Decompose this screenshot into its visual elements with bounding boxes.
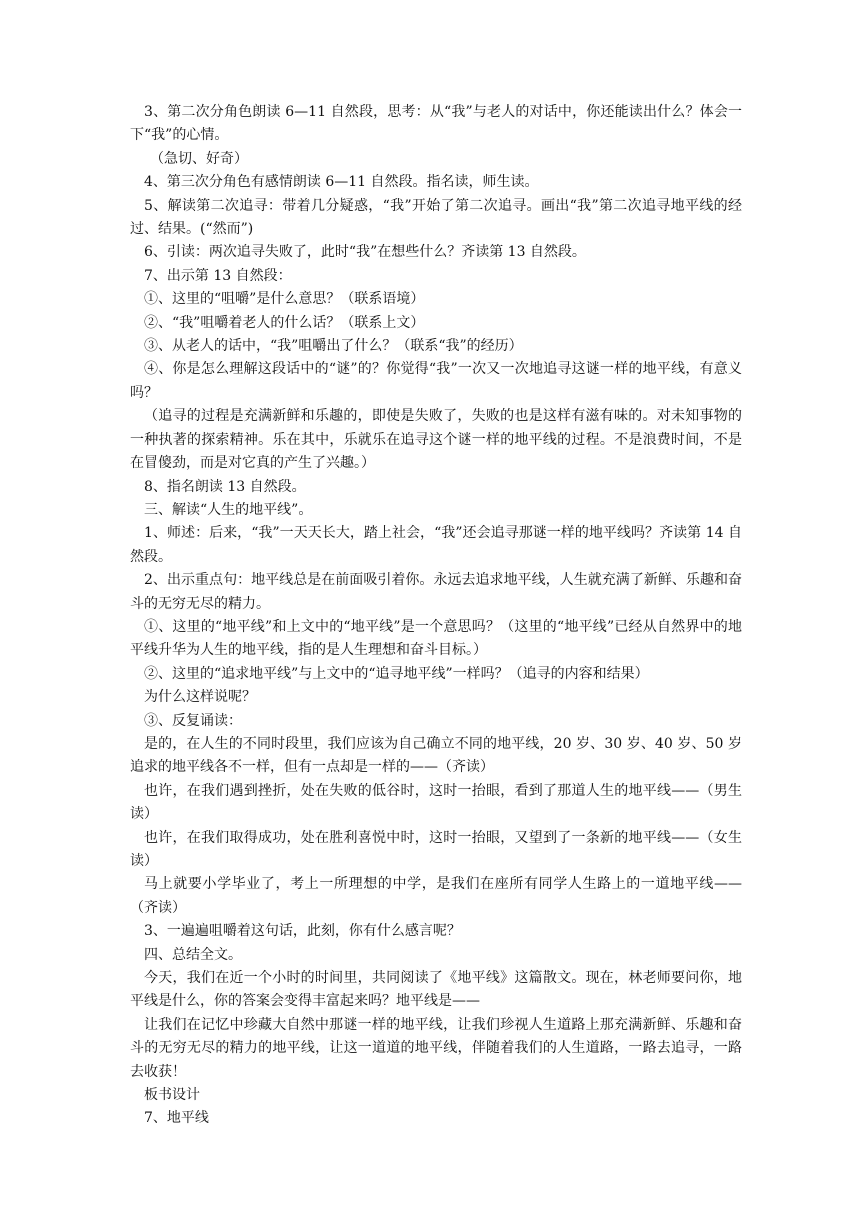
board-design-heading: 板书设计	[144, 1087, 200, 1104]
section-heading-4: 四、总结全文。	[144, 946, 242, 963]
paragraph-23: 马上就要小学毕业了，考上一所理想的中学，是我们在座所有同学人生路上的一道地平线——（齐读）	[130, 876, 742, 916]
paragraph-26: 今天，我们在近一个小时的时间里，共同阅读了《地平线》这篇散文。现在，林老师要问你，地平线是什么，你的答案会变得丰富起来吗？地平线是——	[130, 970, 742, 1010]
paragraph-27: 让我们在记忆中珍藏大自然中那谜一样的地平线，让我们珍视人生道路上那充满新鲜、乐趣和奋斗的无穷无尽的精力的地平线，让这一道道的地平线，伴随着我们的人生道路，一路去追寻，一路去收获！	[130, 1016, 742, 1080]
paragraph-21: 也许，在我们遇到挫折，处在失败的低谷时，这时一抬眼，看到了那道人生的地平线——（男生读）	[130, 782, 742, 823]
document-page	[130, 101, 742, 1131]
paragraph-8: ②、“我”咀嚼着老人的什么话？（联系上文）	[144, 314, 425, 331]
paragraph-1: 3、第二次分角色朗读 6—11 自然段，思考：从“我”与老人的对话中，你还能读出什么？体会一下“我”的心情。	[130, 104, 742, 144]
section-heading-3: 三、解读“人生的地平线”。	[144, 501, 313, 518]
paragraph-9: ③、从老人的话中，“我”咀嚼出了什么？（联系“我”的经历）	[144, 338, 523, 355]
paragraph-18: 为什么这样说呢？	[144, 689, 256, 706]
paragraph-14: 1、师述：后来，“我”一天天长大，踏上社会，“我”还会追寻那谜一样的地平线吗？齐读第 14 自然段。	[130, 525, 742, 565]
paragraph-11: （追寻的过程是充满新鲜和乐趣的，即使是失败了，失败的也是这样有滋有味的。对未知事物的一种执著的探索精神。乐在其中，乐就乐在追寻这个谜一样的地平线的过程。不是浪费时间，不是在冒傻劲，而是对它真的产生了兴趣。）	[130, 408, 742, 472]
paragraph-12: 8、指名朗读 13 自然段。	[144, 478, 306, 495]
paragraph-19: ③、反复诵读：	[144, 712, 242, 729]
paragraph-15: 2、出示重点句：地平线总是在前面吸引着你。永远去追求地平线，人生就充满了新鲜、乐趣和奋斗的无穷无尽的精力。	[130, 572, 742, 612]
paragraph-17: ②、这里的“追求地平线”与上文中的“追寻地平线”一样吗？（追寻的内容和结果）	[144, 665, 649, 682]
paragraph-2: （急切、好奇）	[150, 150, 248, 167]
paragraph-7: ①、这里的“咀嚼”是什么意思？（联系语境）	[144, 291, 425, 308]
board-design-title: 7、地平线	[144, 1110, 209, 1127]
paragraph-5: 6、引读：两次追寻失败了，此时“我”在想些什么？齐读第 13 自然段。	[144, 244, 586, 261]
paragraph-10: ④、你是怎么理解这段话中的“谜”的？你觉得“我”一次又一次地追寻这谜一样的地平线，有意义吗？	[130, 361, 742, 401]
paragraph-20: 是的，在人生的不同时段里，我们应该为自己确立不同的地平线，20 岁、30 岁、40 岁、50 岁追求的地平线各不一样，但有一点却是一样的——（齐读）	[130, 735, 742, 776]
paragraph-24: 3、一遍遍咀嚼着这句话，此刻，你有什么感言呢？	[144, 923, 461, 940]
paragraph-22: 也许，在我们取得成功，处在胜利喜悦中时，这时一抬眼，又望到了一条新的地平线——（女生读）	[130, 829, 742, 869]
paragraph-3: 4、第三次分角色有感情朗读 6—11 自然段。指名读，师生读。	[144, 174, 539, 191]
paragraph-6: 7、出示第 13 自然段：	[144, 267, 292, 284]
paragraph-16: ①、这里的“地平线”和上文中的“地平线”是一个意思吗？（这里的“地平线”已经从自然界中的地平线升华为人生的地平线，指的是人生理想和奋斗目标。）	[130, 618, 742, 659]
paragraph-4: 5、解读第二次追寻：带着几分疑惑，“我”开始了第二次追寻。画出“我”第二次追寻地平线的经过、结果。(“然而”)	[130, 197, 742, 238]
